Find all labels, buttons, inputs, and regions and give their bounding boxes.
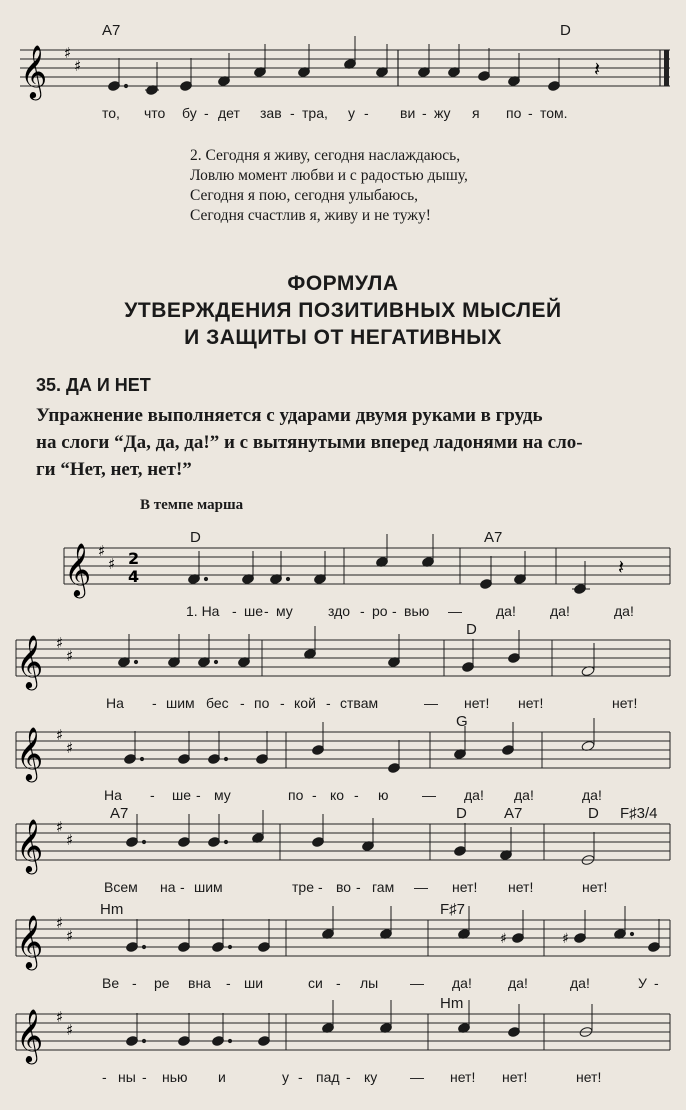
lyric-syllable: шим [194, 879, 223, 895]
music-system-2 [14, 616, 678, 716]
lyric-dash: — [414, 879, 428, 895]
key-sharp-icon: ♯ [66, 831, 74, 849]
sharp-accidental-icon: ♯ [562, 931, 569, 947]
lyric-syllable: у [348, 105, 355, 121]
lyric-hyphen: - [654, 975, 659, 991]
lyric-syllable: да! [614, 603, 634, 619]
chord-symbol: F♯3/4 [620, 805, 658, 822]
lyric-syllable: кой [294, 695, 316, 711]
lyric-syllable: да! [464, 787, 484, 803]
chord-symbol: G [456, 713, 468, 730]
lyric-hyphen: - [204, 105, 209, 121]
lyric-syllable: нет! [582, 879, 608, 895]
treble-clef-icon: 𝄞 [20, 44, 48, 98]
chord-symbol: A7 [484, 529, 503, 546]
lyric-syllable: нет! [502, 1069, 528, 1085]
chord-symbol: A7 [504, 805, 523, 822]
lyric-syllable: вью [404, 603, 430, 619]
lyric-syllable: вна [188, 975, 211, 991]
quarter-rest-icon: 𝄽 [594, 57, 601, 81]
lyric-hyphen: - [298, 1069, 303, 1085]
key-sharp-icon: ♯ [74, 57, 82, 75]
lyric-syllable: ю [378, 787, 389, 803]
treble-clef-icon: 𝄞 [16, 818, 44, 872]
lyric-hyphen: - [422, 105, 427, 121]
lyric-syllable: да! [570, 975, 590, 991]
lyric-hyphen: - [152, 695, 157, 711]
lyric-syllable: по [288, 787, 304, 803]
lyric-syllable: по [506, 105, 522, 121]
chord-symbol: D [466, 621, 477, 638]
notes [107, 36, 560, 96]
time-signature-top: 2 [128, 549, 140, 568]
staff-lines [16, 920, 670, 956]
lyric-syllable: тра, [302, 105, 328, 121]
lyric-dash: — [422, 787, 436, 803]
key-sharp-icon: ♯ [66, 927, 74, 945]
chord-symbol: F♯7 [440, 901, 466, 918]
lyric-syllable: по [254, 695, 270, 711]
lyric-syllable: си [308, 975, 323, 991]
lyric-syllable: На [106, 695, 124, 711]
paragraph-line: ги “Нет, нет, нет!” [36, 459, 192, 480]
lyric-syllable: нет! [576, 1069, 602, 1085]
staff-lines [16, 824, 670, 860]
lyric-syllable: Ве [102, 975, 120, 991]
lyric-syllable: бу [182, 105, 197, 121]
notes [117, 626, 595, 677]
lyric-hyphen: - [360, 603, 365, 619]
lyric-syllable: ши [244, 975, 264, 991]
paragraph-line: Упражнение выполняется с ударами двумя руками в грудь [36, 405, 543, 426]
lyric-hyphen: - [196, 787, 201, 803]
staff-lines [16, 732, 670, 768]
verse-line: Сегодня я пою, сегодня улыбаюсь, [190, 187, 419, 204]
lyric-hyphen: - [232, 603, 237, 619]
lyric-syllable: ше [172, 787, 192, 803]
lyric-hyphen: - [240, 695, 245, 711]
lyric-syllable: пад [316, 1069, 340, 1085]
lyric-syllable: На [104, 787, 122, 803]
lyric-syllable: том. [540, 105, 568, 121]
lyric-syllable: ре [154, 975, 170, 991]
music-system-3 [14, 708, 678, 808]
lyric-dash: — [448, 603, 462, 619]
treble-clef-icon: 𝄞 [64, 542, 92, 596]
verse-2-text [190, 146, 660, 226]
lyric-dash: — [410, 975, 424, 991]
notes [187, 534, 590, 595]
treble-clef-icon: 𝄞 [16, 726, 44, 780]
music-system-6 [14, 990, 678, 1090]
key-sharp-icon: ♯ [66, 647, 74, 665]
treble-clef-icon: 𝄞 [16, 914, 44, 968]
lyric-hyphen: - [132, 975, 137, 991]
lyric-dash: — [410, 1069, 424, 1085]
lyric-hyphen: - [346, 1069, 351, 1085]
lyric-syllable: ро [372, 603, 388, 619]
sharp-accidental-icon: ♯ [500, 931, 507, 947]
lyric-syllable: дет [218, 105, 240, 121]
chord-symbol: Hm [440, 995, 464, 1012]
lyric-hyphen: - [102, 1069, 107, 1085]
heading-line: УТВЕРЖДЕНИЯ ПОЗИТИВНЫХ МЫСЛЕЙ [124, 299, 562, 322]
chord-symbol: D [560, 22, 571, 39]
music-system-1 [14, 524, 678, 624]
lyric-syllable: ствам [340, 695, 379, 711]
lyric-hyphen: - [142, 1069, 147, 1085]
time-signature-bottom: 4 [128, 567, 140, 586]
lyric-syllable: у [282, 1069, 289, 1085]
key-sharp-icon: ♯ [56, 1008, 64, 1026]
lyric-syllable: ны [118, 1069, 136, 1085]
verse-line: 2. Сегодня я живу, сегодня наслаждаюсь, [190, 147, 461, 164]
chord-symbol: Hm [100, 901, 124, 918]
lyric-hyphen: - [312, 787, 317, 803]
lyric-syllable: нет! [464, 695, 490, 711]
lyric-syllable: жу [434, 105, 451, 121]
lyric-syllable: 1. На [186, 603, 220, 619]
lyric-hyphen: - [392, 603, 397, 619]
lyric-syllable: на [160, 879, 176, 895]
lyric-syllable: тре [292, 879, 314, 895]
staff-lines [64, 548, 670, 584]
lyric-hyphen: - [364, 105, 369, 121]
final-barline [664, 50, 669, 86]
quarter-rest-icon: 𝄽 [618, 555, 625, 579]
lyric-syllable: лы [360, 975, 379, 991]
lyric-hyphen: - [354, 787, 359, 803]
lyric-syllable: то, [102, 105, 120, 121]
notes [123, 718, 595, 774]
chord-symbol: D [190, 529, 201, 546]
lyric-syllable: У [638, 975, 647, 991]
lyric-syllable: шим [166, 695, 195, 711]
lyric-dash: — [424, 695, 438, 711]
lyric-hyphen: - [150, 787, 155, 803]
lyric-hyphen: - [264, 603, 269, 619]
lyric-hyphen: - [180, 879, 185, 895]
lyric-syllable: во [336, 879, 352, 895]
lyric-syllable: му [276, 603, 293, 619]
lyric-syllable: зав [260, 105, 282, 121]
key-sharp-icon: ♯ [108, 555, 116, 573]
lyric-syllable: нет! [612, 695, 638, 711]
verse-line: Ловлю момент любви и с радостью дышу, [190, 167, 468, 184]
staff-lines [20, 50, 670, 86]
lyric-hyphen: - [226, 975, 231, 991]
paragraph-line: на слоги “Да, да, да!” и с вытянутыми вперед ладонями на сло- [36, 432, 583, 453]
chord-symbol: D [456, 805, 467, 822]
chord-symbol: A7 [110, 805, 129, 822]
lyric-hyphen: - [336, 975, 341, 991]
lyric-hyphen: - [280, 695, 285, 711]
lyric-syllable: да! [582, 787, 602, 803]
lyric-syllable: я [472, 105, 480, 121]
tempo-marking: В темпе марша [140, 497, 244, 513]
lyric-syllable: нет! [450, 1069, 476, 1085]
chord-symbol: D [588, 805, 599, 822]
lyric-syllable: и [218, 1069, 226, 1085]
lyric-syllable: нет! [518, 695, 544, 711]
treble-clef-icon: 𝄞 [16, 634, 44, 688]
section-title: 35. ДА И НЕТ [36, 375, 151, 395]
key-sharp-icon: ♯ [56, 914, 64, 932]
music-system-5 [14, 896, 678, 996]
notes [125, 810, 595, 866]
lyric-hyphen: - [528, 105, 533, 121]
key-sharp-icon: ♯ [64, 44, 72, 62]
lyric-hyphen: - [356, 879, 361, 895]
lyric-syllable: нет! [508, 879, 534, 895]
lyric-syllable: что [144, 105, 166, 121]
heading-line: И ЗАЩИТЫ ОТ НЕГАТИВНЫХ [184, 326, 502, 349]
key-sharp-icon: ♯ [98, 542, 106, 560]
treble-clef-icon: 𝄞 [16, 1008, 44, 1062]
lyric-syllable: нет! [452, 879, 478, 895]
lyric-syllable: Всем [104, 879, 138, 895]
lyric-syllable: да! [452, 975, 472, 991]
staff-lines [16, 1014, 670, 1050]
key-sharp-icon: ♯ [56, 726, 64, 744]
lyric-syllable: ви [400, 105, 416, 121]
lyric-syllable: да! [496, 603, 516, 619]
lyric-syllable: ко [330, 787, 345, 803]
lyric-hyphen: - [318, 879, 323, 895]
lyric-syllable: да! [514, 787, 534, 803]
chord-symbol: A7 [102, 22, 121, 39]
lyric-syllable: му [214, 787, 231, 803]
lyric-syllable: да! [550, 603, 570, 619]
lyric-syllable: бес [206, 695, 229, 711]
music-system-4 [14, 800, 678, 900]
lyric-syllable: здо [328, 603, 351, 619]
key-sharp-icon: ♯ [66, 739, 74, 757]
lyric-syllable: да! [508, 975, 528, 991]
lyric-syllable: нью [162, 1069, 188, 1085]
verse-line: Сегодня счастлив я, живу и не тужу! [190, 207, 431, 224]
staff-lines [16, 640, 670, 676]
lyric-syllable: ку [364, 1069, 378, 1085]
lyric-hyphen: - [290, 105, 295, 121]
music-system-top [14, 14, 678, 124]
lyric-syllable: ше [244, 603, 264, 619]
lyric-syllable: гам [372, 879, 395, 895]
instruction-paragraph [36, 402, 676, 483]
key-sharp-icon: ♯ [56, 818, 64, 836]
key-sharp-icon: ♯ [66, 1021, 74, 1039]
lyric-hyphen: - [326, 695, 331, 711]
heading-line: ФОРМУЛА [287, 272, 399, 295]
key-sharp-icon: ♯ [56, 634, 64, 652]
